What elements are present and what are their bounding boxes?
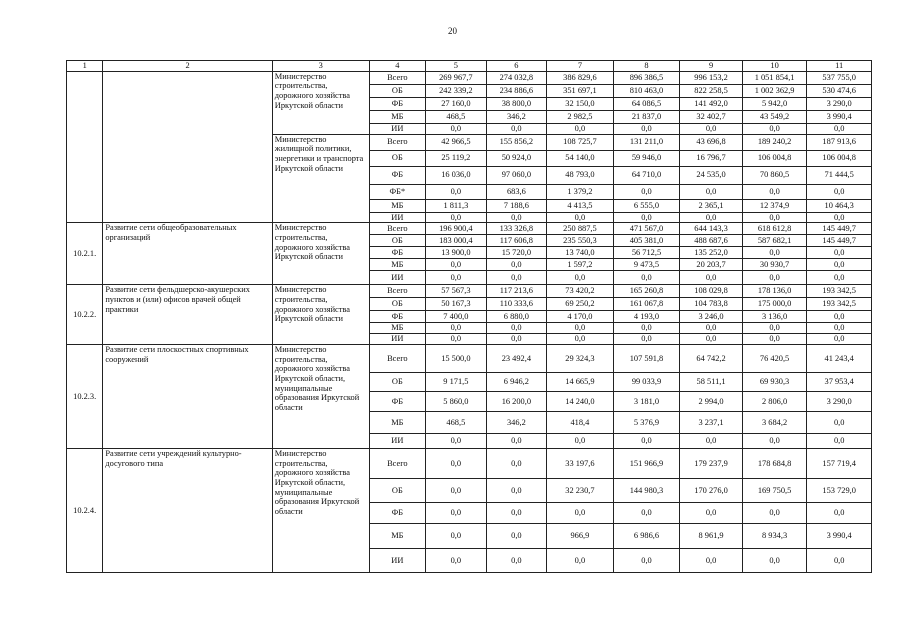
- amount-cell: 104 783,8: [680, 298, 743, 311]
- amount-cell: 0,0: [680, 212, 743, 223]
- header-cell: 7: [547, 61, 614, 72]
- amount-cell: 1 597,2: [547, 259, 614, 271]
- amount-cell: 0,0: [426, 502, 487, 523]
- amount-cell: 20 203,7: [680, 259, 743, 271]
- amount-cell: 107 591,8: [613, 344, 680, 372]
- amount-cell: 0,0: [807, 548, 872, 572]
- amount-cell: 0,0: [426, 123, 487, 134]
- amount-cell: 161 067,8: [613, 298, 680, 311]
- amount-cell: 0,0: [486, 271, 547, 285]
- amount-cell: 0,0: [680, 502, 743, 523]
- amount-cell: 0,0: [613, 502, 680, 523]
- funding-source: ОБ: [369, 150, 425, 166]
- executor-name: Министерство строительства, дорожного хозяйства Иркутской области: [272, 71, 369, 134]
- amount-cell: 0,0: [426, 259, 487, 271]
- amount-cell: 0,0: [807, 502, 872, 523]
- amount-cell: 468,5: [426, 110, 487, 123]
- amount-cell: 196 900,4: [426, 223, 487, 235]
- amount-cell: 106 004,8: [742, 150, 807, 166]
- amount-cell: 99 033,9: [613, 372, 680, 391]
- measure-name: Развитие сети общеобразовательных организаций: [103, 223, 272, 285]
- amount-cell: 0,0: [486, 548, 547, 572]
- amount-cell: 48 793,0: [547, 166, 614, 184]
- amount-cell: 6 946,2: [486, 372, 547, 391]
- amount-cell: 25 119,2: [426, 150, 487, 166]
- amount-cell: 14 240,0: [547, 391, 614, 411]
- amount-cell: 0,0: [486, 334, 547, 345]
- amount-cell: 64 742,2: [680, 344, 743, 372]
- amount-cell: 0,0: [426, 212, 487, 223]
- amount-cell: 50 924,0: [486, 150, 547, 166]
- amount-cell: 0,0: [486, 212, 547, 223]
- header-cell: 4: [369, 61, 425, 72]
- amount-cell: 64 086,5: [613, 97, 680, 110]
- amount-cell: 1 051 854,1: [742, 71, 807, 84]
- amount-cell: 2 365,1: [680, 199, 743, 212]
- amount-cell: 41 243,4: [807, 344, 872, 372]
- amount-cell: 13 900,0: [426, 247, 487, 259]
- amount-cell: 54 140,0: [547, 150, 614, 166]
- header-cell: 2: [103, 61, 272, 72]
- amount-cell: 0,0: [426, 448, 487, 478]
- amount-cell: 1 811,3: [426, 199, 487, 212]
- amount-cell: 108 029,8: [680, 285, 743, 298]
- amount-cell: 0,0: [807, 123, 872, 134]
- amount-cell: 33 197,6: [547, 448, 614, 478]
- executor-name: Министерство строительства, дорожного хозяйства Иркутской области: [272, 223, 369, 285]
- amount-cell: 0,0: [742, 323, 807, 334]
- header-cell: 5: [426, 61, 487, 72]
- table-row: [67, 71, 872, 84]
- amount-cell: 43 696,8: [680, 134, 743, 150]
- amount-cell: 153 729,0: [807, 478, 872, 502]
- amount-cell: 0,0: [613, 212, 680, 223]
- amount-cell: 618 612,8: [742, 223, 807, 235]
- measure-name: Развитие сети фельдшерско-акушерских пунктов и (или) офисов врачей общей практики: [103, 285, 272, 345]
- amount-cell: 7 400,0: [426, 311, 487, 323]
- amount-cell: 108 725,7: [547, 134, 614, 150]
- amount-cell: 0,0: [807, 247, 872, 259]
- amount-cell: 21 837,0: [613, 110, 680, 123]
- amount-cell: 0,0: [613, 184, 680, 199]
- measure-code: [67, 71, 103, 223]
- amount-cell: 0,0: [613, 123, 680, 134]
- amount-cell: 3 181,0: [613, 391, 680, 411]
- amount-cell: 0,0: [426, 433, 487, 448]
- funding-source: Всего: [369, 223, 425, 235]
- amount-cell: 2 994,0: [680, 391, 743, 411]
- amount-cell: 76 420,5: [742, 344, 807, 372]
- amount-cell: 189 240,2: [742, 134, 807, 150]
- header-cell: 3: [272, 61, 369, 72]
- amount-cell: 468,5: [426, 411, 487, 433]
- amount-cell: 0,0: [680, 323, 743, 334]
- amount-cell: 537 755,0: [807, 71, 872, 84]
- funding-source: ОБ: [369, 478, 425, 502]
- amount-cell: 0,0: [486, 433, 547, 448]
- executor-name: Министерство строительства, дорожного хозяйства Иркутской области, муниципальные образования Иркутской области: [272, 344, 369, 448]
- funding-source: ОБ: [369, 235, 425, 247]
- amount-cell: 50 167,3: [426, 298, 487, 311]
- amount-cell: 3 290,0: [807, 97, 872, 110]
- amount-cell: 7 188,6: [486, 199, 547, 212]
- header-cell: 11: [807, 61, 872, 72]
- amount-cell: 10 464,3: [807, 199, 872, 212]
- amount-cell: 187 913,6: [807, 134, 872, 150]
- measure-code: 10.2.1.: [67, 223, 103, 285]
- amount-cell: 0,0: [547, 123, 614, 134]
- amount-cell: 9 171,5: [426, 372, 487, 391]
- amount-cell: 3 684,2: [742, 411, 807, 433]
- amount-cell: 193 342,5: [807, 285, 872, 298]
- funding-source: ФБ: [369, 166, 425, 184]
- amount-cell: 32 230,7: [547, 478, 614, 502]
- amount-cell: 8 961,9: [680, 523, 743, 548]
- amount-cell: 0,0: [547, 334, 614, 345]
- amount-cell: 5 860,0: [426, 391, 487, 411]
- amount-cell: 64 710,0: [613, 166, 680, 184]
- amount-cell: 0,0: [547, 212, 614, 223]
- header-cell: 9: [680, 61, 743, 72]
- amount-cell: 117 606,8: [486, 235, 547, 247]
- header-cell: 6: [486, 61, 547, 72]
- amount-cell: 145 449,7: [807, 235, 872, 247]
- amount-cell: 405 381,0: [613, 235, 680, 247]
- amount-cell: 242 339,2: [426, 84, 487, 97]
- amount-cell: 73 420,2: [547, 285, 614, 298]
- amount-cell: 0,0: [486, 478, 547, 502]
- page-number: 20: [448, 26, 457, 36]
- amount-cell: 59 946,0: [613, 150, 680, 166]
- amount-cell: 0,0: [680, 334, 743, 345]
- amount-cell: 0,0: [613, 548, 680, 572]
- amount-cell: 2 982,5: [547, 110, 614, 123]
- header-cell: 1: [67, 61, 103, 72]
- amount-cell: 234 886,6: [486, 84, 547, 97]
- amount-cell: 32 402,7: [680, 110, 743, 123]
- amount-cell: 0,0: [742, 271, 807, 285]
- measure-code: 10.2.3.: [67, 344, 103, 448]
- executor-name: Министерство строительства, дорожного хозяйства Иркутской области, муниципальные образования Иркутской области: [272, 448, 369, 572]
- amount-cell: 5 376,9: [613, 411, 680, 433]
- funding-source: МБ: [369, 110, 425, 123]
- table-row: [67, 448, 872, 478]
- funding-source: ФБ: [369, 391, 425, 411]
- amount-cell: 43 549,2: [742, 110, 807, 123]
- measure-name: Развитие сети учреждений культурно-досугового типа: [103, 448, 272, 572]
- amount-cell: 386 829,6: [547, 71, 614, 84]
- amount-cell: 151 966,9: [613, 448, 680, 478]
- table-row: [67, 344, 872, 372]
- amount-cell: 1 379,2: [547, 184, 614, 199]
- funding-source: ОБ: [369, 372, 425, 391]
- funding-source: МБ: [369, 411, 425, 433]
- amount-cell: 27 160,0: [426, 97, 487, 110]
- funding-source: ИИ: [369, 123, 425, 134]
- amount-cell: 0,0: [613, 271, 680, 285]
- amount-cell: 15 720,0: [486, 247, 547, 259]
- amount-cell: 0,0: [742, 184, 807, 199]
- amount-cell: 13 740,0: [547, 247, 614, 259]
- amount-cell: 29 324,3: [547, 344, 614, 372]
- amount-cell: 144 980,3: [613, 478, 680, 502]
- amount-cell: 896 386,5: [613, 71, 680, 84]
- amount-cell: 135 252,0: [680, 247, 743, 259]
- amount-cell: 32 150,0: [547, 97, 614, 110]
- header-cell: 10: [742, 61, 807, 72]
- amount-cell: 71 444,5: [807, 166, 872, 184]
- amount-cell: 0,0: [742, 247, 807, 259]
- amount-cell: 178 684,8: [742, 448, 807, 478]
- amount-cell: 6 986,6: [613, 523, 680, 548]
- amount-cell: 0,0: [547, 548, 614, 572]
- funding-source: МБ: [369, 259, 425, 271]
- amount-cell: 0,0: [486, 123, 547, 134]
- amount-cell: 0,0: [680, 433, 743, 448]
- amount-cell: 235 550,3: [547, 235, 614, 247]
- amount-cell: 0,0: [742, 502, 807, 523]
- amount-cell: 169 750,5: [742, 478, 807, 502]
- amount-cell: 38 800,0: [486, 97, 547, 110]
- amount-cell: 157 719,4: [807, 448, 872, 478]
- amount-cell: 16 796,7: [680, 150, 743, 166]
- amount-cell: 16 200,0: [486, 391, 547, 411]
- amount-cell: 0,0: [426, 271, 487, 285]
- amount-cell: 0,0: [807, 259, 872, 271]
- amount-cell: 16 036,0: [426, 166, 487, 184]
- amount-cell: 0,0: [680, 271, 743, 285]
- amount-cell: 0,0: [486, 502, 547, 523]
- amount-cell: 97 060,0: [486, 166, 547, 184]
- funding-source: Всего: [369, 448, 425, 478]
- amount-cell: 0,0: [807, 271, 872, 285]
- funding-source: ФБ*: [369, 184, 425, 199]
- amount-cell: 0,0: [426, 523, 487, 548]
- amount-cell: 0,0: [680, 184, 743, 199]
- amount-cell: 822 258,5: [680, 84, 743, 97]
- amount-cell: 351 697,1: [547, 84, 614, 97]
- amount-cell: 0,0: [547, 433, 614, 448]
- funding-source: Всего: [369, 344, 425, 372]
- executor-name: Министерство строительства, дорожного хозяйства Иркутской области: [272, 285, 369, 345]
- funding-source: ИИ: [369, 433, 425, 448]
- header-row: [67, 61, 872, 72]
- amount-cell: 0,0: [807, 411, 872, 433]
- amount-cell: 110 333,6: [486, 298, 547, 311]
- amount-cell: 0,0: [742, 212, 807, 223]
- header-cell: 8: [613, 61, 680, 72]
- amount-cell: 0,0: [486, 523, 547, 548]
- amount-cell: 5 942,0: [742, 97, 807, 110]
- amount-cell: 133 326,8: [486, 223, 547, 235]
- amount-cell: 3 990,4: [807, 110, 872, 123]
- funding-source: Всего: [369, 285, 425, 298]
- amount-cell: 0,0: [547, 502, 614, 523]
- amount-cell: 3 237,1: [680, 411, 743, 433]
- amount-cell: 8 934,3: [742, 523, 807, 548]
- amount-cell: 0,0: [680, 123, 743, 134]
- amount-cell: 165 260,8: [613, 285, 680, 298]
- amount-cell: 0,0: [680, 548, 743, 572]
- funding-source: МБ: [369, 523, 425, 548]
- funding-source: ИИ: [369, 548, 425, 572]
- funding-source: ОБ: [369, 84, 425, 97]
- table-body: [67, 61, 872, 573]
- measure-code: 10.2.4.: [67, 448, 103, 572]
- amount-cell: 58 511,1: [680, 372, 743, 391]
- amount-cell: 155 856,2: [486, 134, 547, 150]
- amount-cell: 170 276,0: [680, 478, 743, 502]
- amount-cell: 175 000,0: [742, 298, 807, 311]
- amount-cell: 145 449,7: [807, 223, 872, 235]
- funding-source: ФБ: [369, 247, 425, 259]
- amount-cell: 966,9: [547, 523, 614, 548]
- amount-cell: 0,0: [742, 433, 807, 448]
- amount-cell: 24 535,0: [680, 166, 743, 184]
- amount-cell: 471 567,0: [613, 223, 680, 235]
- amount-cell: 346,2: [486, 110, 547, 123]
- measure-name: [103, 71, 272, 223]
- funding-source: ФБ: [369, 311, 425, 323]
- amount-cell: 996 153,2: [680, 71, 743, 84]
- amount-cell: 3 136,0: [742, 311, 807, 323]
- amount-cell: 250 887,5: [547, 223, 614, 235]
- funding-source: ИИ: [369, 271, 425, 285]
- funding-source: ИИ: [369, 334, 425, 345]
- amount-cell: 3 290,0: [807, 391, 872, 411]
- amount-cell: 0,0: [547, 271, 614, 285]
- amount-cell: 42 966,5: [426, 134, 487, 150]
- amount-cell: 1 002 362,9: [742, 84, 807, 97]
- amount-cell: 810 463,0: [613, 84, 680, 97]
- amount-cell: 56 712,5: [613, 247, 680, 259]
- amount-cell: 30 930,7: [742, 259, 807, 271]
- amount-cell: 488 687,6: [680, 235, 743, 247]
- amount-cell: 0,0: [613, 433, 680, 448]
- amount-cell: 0,0: [486, 259, 547, 271]
- amount-cell: 12 374,9: [742, 199, 807, 212]
- amount-cell: 4 413,5: [547, 199, 614, 212]
- table-row: [67, 285, 872, 298]
- amount-cell: 6 555,0: [613, 199, 680, 212]
- funding-source: ФБ: [369, 502, 425, 523]
- amount-cell: 0,0: [486, 323, 547, 334]
- amount-cell: 0,0: [613, 334, 680, 345]
- funding-table: [66, 60, 872, 573]
- amount-cell: 0,0: [807, 184, 872, 199]
- table-row: [67, 223, 872, 235]
- amount-cell: 9 473,5: [613, 259, 680, 271]
- amount-cell: 0,0: [486, 448, 547, 478]
- amount-cell: 0,0: [547, 323, 614, 334]
- amount-cell: 178 136,0: [742, 285, 807, 298]
- amount-cell: 69 930,3: [742, 372, 807, 391]
- amount-cell: 0,0: [742, 123, 807, 134]
- amount-cell: 0,0: [426, 323, 487, 334]
- amount-cell: 644 143,3: [680, 223, 743, 235]
- funding-source: ИИ: [369, 212, 425, 223]
- amount-cell: 0,0: [613, 323, 680, 334]
- amount-cell: 0,0: [807, 311, 872, 323]
- amount-cell: 0,0: [426, 184, 487, 199]
- measure-name: Развитие сети плоскостных спортивных сооружений: [103, 344, 272, 448]
- amount-cell: 0,0: [426, 478, 487, 502]
- amount-cell: 0,0: [742, 548, 807, 572]
- amount-cell: 193 342,5: [807, 298, 872, 311]
- amount-cell: 57 567,3: [426, 285, 487, 298]
- funding-source: ФБ: [369, 97, 425, 110]
- amount-cell: 683,6: [486, 184, 547, 199]
- amount-cell: 0,0: [807, 212, 872, 223]
- amount-cell: 0,0: [807, 334, 872, 345]
- amount-cell: 0,0: [807, 323, 872, 334]
- amount-cell: 346,2: [486, 411, 547, 433]
- amount-cell: 418,4: [547, 411, 614, 433]
- amount-cell: 274 032,8: [486, 71, 547, 84]
- executor-name: Министерство жилищной политики, энергетики и транспорта Иркутской области: [272, 134, 369, 223]
- funding-source: Всего: [369, 134, 425, 150]
- amount-cell: 0,0: [742, 334, 807, 345]
- funding-source: ОБ: [369, 298, 425, 311]
- amount-cell: 15 500,0: [426, 344, 487, 372]
- amount-cell: 587 682,1: [742, 235, 807, 247]
- amount-cell: 37 953,4: [807, 372, 872, 391]
- amount-cell: 179 237,9: [680, 448, 743, 478]
- amount-cell: 131 211,0: [613, 134, 680, 150]
- amount-cell: 69 250,2: [547, 298, 614, 311]
- amount-cell: 269 967,7: [426, 71, 487, 84]
- amount-cell: 3 246,0: [680, 311, 743, 323]
- amount-cell: 530 474,6: [807, 84, 872, 97]
- amount-cell: 183 000,4: [426, 235, 487, 247]
- amount-cell: 4 193,0: [613, 311, 680, 323]
- amount-cell: 2 806,0: [742, 391, 807, 411]
- amount-cell: 70 860,5: [742, 166, 807, 184]
- amount-cell: 141 492,0: [680, 97, 743, 110]
- funding-source: МБ: [369, 323, 425, 334]
- amount-cell: 106 004,8: [807, 150, 872, 166]
- amount-cell: 14 665,9: [547, 372, 614, 391]
- amount-cell: 6 880,0: [486, 311, 547, 323]
- amount-cell: 4 170,0: [547, 311, 614, 323]
- funding-source: Всего: [369, 71, 425, 84]
- amount-cell: 0,0: [807, 433, 872, 448]
- amount-cell: 23 492,4: [486, 344, 547, 372]
- amount-cell: 3 990,4: [807, 523, 872, 548]
- amount-cell: 117 213,6: [486, 285, 547, 298]
- amount-cell: 0,0: [426, 548, 487, 572]
- funding-source: МБ: [369, 199, 425, 212]
- amount-cell: 0,0: [426, 334, 487, 345]
- measure-code: 10.2.2.: [67, 285, 103, 345]
